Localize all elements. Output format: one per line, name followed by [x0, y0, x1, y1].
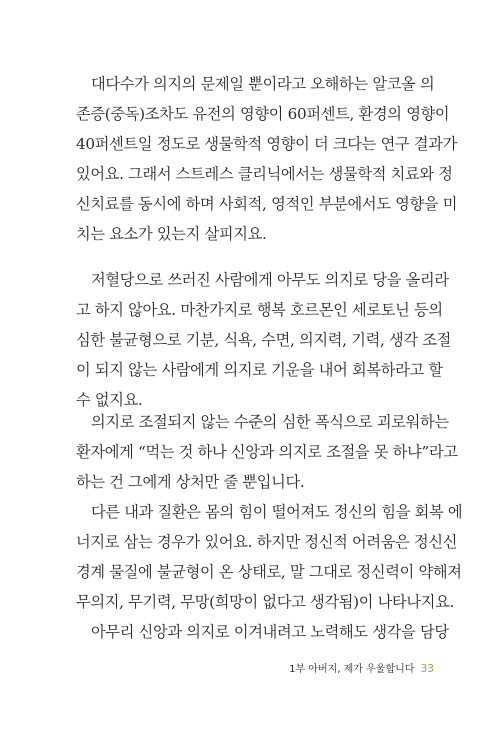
- text-line: 신치료를 동시에 하며 사회적, 영적인 부분에서도 영향을 미: [76, 195, 458, 213]
- text-line: 경계 물질에 불균형이 온 상태로, 말 그대로 정신력이 약해져: [76, 563, 462, 581]
- page-number: 33: [420, 663, 434, 675]
- text-line: 수 없지요.: [76, 391, 143, 409]
- text-line: 치는 요소가 있는지 살피지요.: [76, 225, 267, 243]
- text-line: 있어요. 그래서 스트레스 클리닉에서는 생물학적 치료와 정: [76, 165, 453, 183]
- text-line: 심한 불균형으로 기분, 식욕, 수면, 의지력, 기력, 생각 조절: [76, 331, 452, 349]
- text-line: 의지로 조절되지 않는 수준의 심한 폭식으로 괴로워하는: [91, 413, 449, 431]
- running-title: 1부 아버지, 제가 우울합니다: [289, 664, 415, 675]
- text-line: 너지로 삼는 경우가 있어요. 하지만 정신적 어려움은 정신신: [76, 533, 458, 551]
- text-line: 하는 건 그에게 상처만 줄 뿐입니다.: [76, 473, 305, 491]
- text-line: 대다수가 의지의 문제일 뿐이라고 오해하는 알코올 의: [91, 75, 435, 93]
- text-line: 존증(중독)조차도 유전의 영향이 60퍼센트, 환경의 영향이: [76, 105, 450, 123]
- text-line: 아무리 신앙과 의지로 이겨내려고 노력해도 생각을 담당: [91, 623, 449, 641]
- text-line: 저혈당으로 쓰러진 사람에게 아무도 의지로 당을 올리라: [91, 271, 449, 289]
- text-line: 다른 내과 질환은 몸의 힘이 떨어져도 정신의 힘을 회복 에: [91, 503, 463, 521]
- text-line: 40퍼센트일 정도로 생물학적 영향이 더 크다는 연구 결과가: [76, 135, 457, 153]
- text-line: 이 되지 않는 사람에게 의지로 기운을 내어 회복하라고 할: [76, 361, 443, 379]
- page-footer: [289, 662, 434, 677]
- text-line: 환자에게 “먹는 것 하나 신앙과 의지로 조절을 못 하냐”라고: [76, 443, 458, 461]
- text-line: 고 하지 않아요. 마찬가지로 행복 호르몬인 세로토닌 등의: [76, 301, 443, 319]
- text-line: 무의지, 무기력, 무망(희망이 없다고 생각됨)이 나타나지요.: [76, 593, 455, 611]
